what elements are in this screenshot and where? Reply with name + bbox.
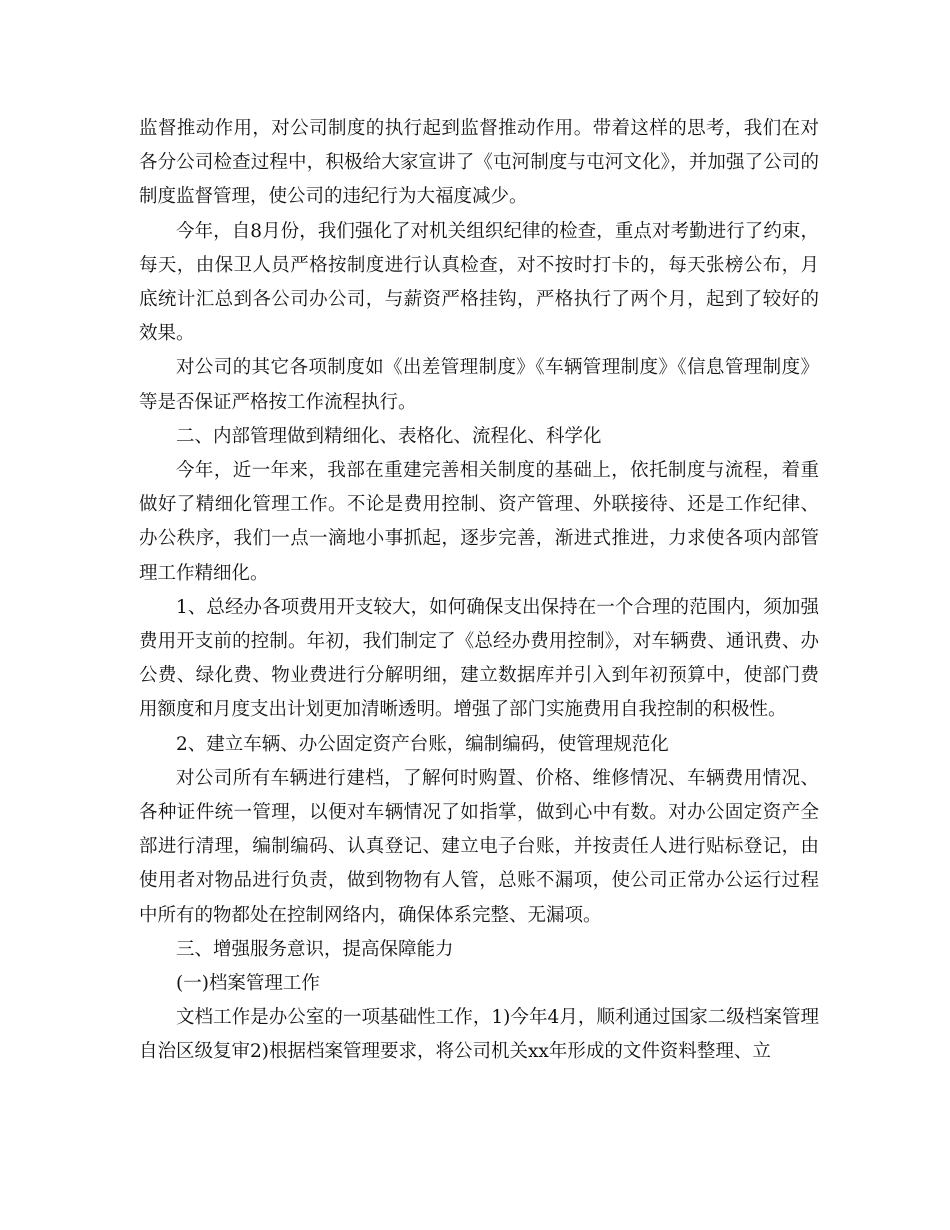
paragraph: 监督推动作用，对公司制度的执行起到监督推动作用。带着这样的思考，我们在对各分公司检查过程中，积极给大家宣讲了《屯河制度与屯河文化》，并加强了公司的制度监督管理，使公司的违纪行为大福度减少。 <box>139 118 819 208</box>
section-heading: 二、内部管理做到精细化、表格化、流程化、科学化 <box>176 425 602 447</box>
paragraph: 文档工作是办公室的一项基础性工作，1)今年4月，顺利通过国家二级档案管理自治区级复审2)根据档案管理要求，将公司机关xx年形成的文件资料整理、立 <box>139 1007 819 1063</box>
paragraph: 对公司的其它各项制度如《出差管理制度》《车辆管理制度》《信息管理制度》等是否保证严格按工作流程执行。 <box>139 357 819 413</box>
document-body <box>139 112 819 1070</box>
paragraph: 今年，近一年来，我部在重建完善相关制度的基础上，依托制度与流程，着重做好了精细化管理工作。不论是费用控制、资产管理、外联接待、还是工作纪律、办公秩序，我们一点一滴地小事抓起，逐步完善，渐进式推进，力求使各项内部管理工作精细化。 <box>139 460 819 584</box>
paragraph: 对公司所有车辆进行建档，了解何时购置、价格、维修情况、车辆费用情况、各种证件统一管理，以便对车辆情况了如指掌，做到心中有数。对办公固定资产全部进行清理，编制编码、认真登记、建立电子台账，并按责任人进行贴标登记，由使用者对物品进行负责，做到物物有人管，总账不漏项，使公司正常办公运行过程中所有的物都处在控制网络内，确保体系完整、无漏项。 <box>139 767 819 926</box>
paragraph: 1、总经办各项费用开支较大，如何确保支出保持在一个合理的范围内，须加强费用开支前的控制。年初，我们制定了《总经办费用控制》，对车辆费、通讯费、办公费、绿化费、物业费进行分解明细，建立数据库并引入到年初预算中，使部门费用额度和月度支出计划更加清晰透明。增强了部门实施费用自我控制的积极性。 <box>139 596 819 721</box>
subheading: 2、建立车辆、办公固定资产台账，编制编码，使管理规范化 <box>176 733 669 755</box>
section-heading: 三、增强服务意识，提高保障能力 <box>176 938 454 960</box>
paragraph: 今年，自8月份，我们强化了对机关组织纪律的检查，重点对考勤进行了约束，每天，由保卫人员严格按制度进行认真检查，对不按时打卡的，每天张榜公布，月底统计汇总到各公司办公司，与薪资严格挂钩，严格执行了两个月，起到了较好的效果。 <box>139 220 819 345</box>
subheading: (一)档案管理工作 <box>176 973 320 995</box>
